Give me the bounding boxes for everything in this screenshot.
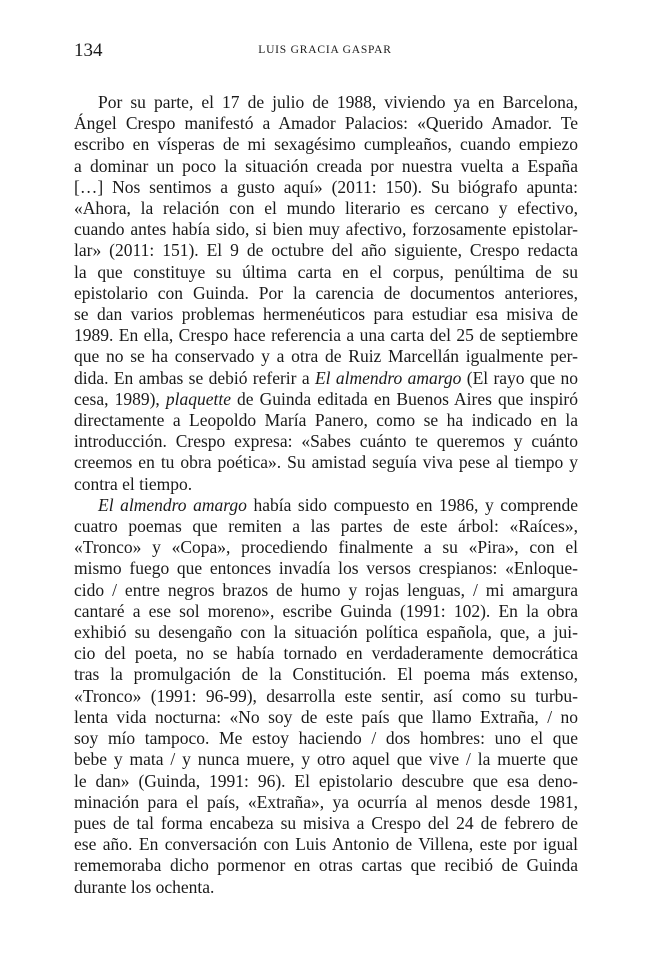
paragraph (74, 495, 578, 898)
text-segment: de Guinda editada en Buenos Aires que inspiró (230, 388, 578, 409)
text-line (74, 855, 578, 876)
text-segment: pues de tal forma encabeza su misiva a Crespo del 24 de febrero de (74, 812, 578, 833)
text-segment: bebe y mata / y nunca muere, y otro aquel que vive / la muerte que (74, 749, 578, 770)
text-line (74, 452, 578, 473)
page-number: 134 (74, 40, 103, 61)
text-segment: cesa, 1989), (74, 388, 166, 409)
running-head (74, 40, 576, 64)
text-segment: […] Nos sentimos a gusto aquí» (2011: 150). Su biógrafo apunta: (74, 176, 578, 197)
text-segment: (El rayo que no (461, 367, 578, 388)
text-line (74, 262, 578, 283)
text-segment: creemos en tu obra poética». Su amistad seguía viva pese al tiempo y (74, 452, 578, 473)
text-segment: 1989. En ella, Crespo hace referencia a una carta del 25 de septiembre (74, 325, 578, 346)
italic-title: El almendro amargo (314, 367, 462, 388)
text-segment: epistolario con Guinda. Por la carencia de documentos anteriores, (74, 282, 578, 303)
text-segment: a dominar un poco la situación creada por nuestra vuelta a España (74, 155, 578, 176)
text-segment: Ángel Crespo manifestó a Amador Palacios: «Querido Amador. Te (74, 113, 578, 134)
text-line (74, 792, 578, 813)
text-segment: se dan varios problemas hermenéuticos para estudiar esa misiva de (74, 304, 578, 325)
italic-title: El almendro amargo (98, 494, 247, 515)
text-segment: introducción. Crespo expresa: «Sabes cuánto te queremos y cuánto (74, 431, 578, 452)
text-segment: rememoraba dicho pormenor en otras cartas que recibió de Guinda (74, 855, 578, 876)
text-segment: la que constituye su última carta en el corpus, penúltima de su (74, 261, 578, 282)
text-segment: «Tronco» y «Copa», procediendo finalmente a su «Pira», con el (74, 537, 578, 558)
text-segment: «Tronco» (1991: 96-99), desarrolla este sentir, así como su turbu- (74, 685, 578, 706)
paragraph (74, 92, 578, 495)
text-line (74, 240, 578, 261)
text-line (74, 537, 578, 558)
text-line (74, 431, 578, 452)
italic-title: plaquette (165, 388, 231, 409)
text-line (74, 410, 578, 431)
text-segment: le dan» (Guinda, 1991: 96). El epistolario descubre que esa deno- (74, 770, 578, 791)
text-line (74, 580, 578, 601)
text-line (74, 134, 578, 155)
text-line (74, 834, 578, 855)
text-segment: escribo en vísperas de mi sexagésimo cumpleaños, cuando empiezo (74, 134, 578, 155)
text-segment: tras la promulgación de la Constitución. El poema más extenso, (74, 664, 578, 685)
text-line (74, 749, 578, 770)
text-segment: durante los ochenta. (74, 876, 215, 897)
text-segment: cantaré a ese sol moreno», escribe Guinda (1991: 102). En la obra (74, 600, 578, 621)
text-segment: contra el tiempo. (74, 473, 193, 494)
text-line (74, 474, 578, 495)
text-line (74, 177, 578, 198)
text-segment: directamente a Leopoldo María Panero, como se ha indicado en la (74, 410, 578, 431)
text-line (74, 558, 578, 579)
text-line (74, 728, 578, 749)
text-line (74, 389, 578, 410)
text-line (74, 325, 578, 346)
text-line (74, 156, 578, 177)
text-segment: «Ahora, la relación con el mundo literario es cercano y efectivo, (74, 198, 578, 219)
text-line (74, 601, 578, 622)
text-line (74, 92, 578, 113)
text-segment: había sido compuesto en 1986, y comprende (246, 494, 579, 515)
text-line (74, 877, 578, 898)
text-line (74, 113, 578, 134)
text-segment: soy mío tampoco. Me estoy haciendo / dos hombres: uno el que (74, 728, 578, 749)
text-line (74, 516, 578, 537)
body-text (74, 92, 578, 898)
text-segment: Por su parte, el 17 de julio de 1988, viviendo ya en Barcelona, (98, 92, 578, 112)
text-line (74, 198, 578, 219)
text-segment: dida. En ambas se debió referir a (74, 367, 315, 388)
text-segment: cio del poeta, no se había tornado en verdaderamente democrática (74, 643, 578, 664)
text-line (74, 283, 578, 304)
text-line (74, 219, 578, 240)
text-segment: mismo fuego que entonces invadía los versos crespianos: «Enloque- (74, 558, 578, 579)
text-segment: ese año. En conversación con Luis Antonio de Villena, este por igual (74, 834, 578, 855)
text-segment: que no se ha conservado y a otra de Ruiz Marcellán igualmente per- (74, 346, 578, 367)
text-line (74, 346, 578, 367)
text-line (74, 686, 578, 707)
text-segment: minación para el país, «Extraña», ya ocurría al menos desde 1981, (74, 791, 578, 812)
text-line (74, 707, 578, 728)
text-line (74, 664, 578, 685)
text-segment: lar» (2011: 151). El 9 de octubre del año siguiente, Crespo redacta (74, 240, 578, 261)
text-line (74, 622, 578, 643)
text-line (74, 813, 578, 834)
text-segment: lenta vida nocturna: «No soy de este país que llamo Extraña, / no (74, 706, 578, 727)
text-line (74, 771, 578, 792)
text-line (74, 368, 578, 389)
text-segment: cuando antes había sido, si bien muy afectivo, forzosamente epistolar- (74, 219, 578, 240)
text-line (74, 304, 578, 325)
text-segment: exhibió su desengaño con la situación política española, que, a jui- (74, 622, 578, 643)
text-line (74, 643, 578, 664)
running-title: LUIS GRACIA GASPAR (258, 44, 392, 56)
text-segment: cido / entre negros brazos de humo y rojas lenguas, / mi amargura (74, 579, 578, 600)
text-line (74, 495, 578, 516)
text-segment: cuatro poemas que remiten a las partes de este árbol: «Raíces», (74, 516, 578, 537)
